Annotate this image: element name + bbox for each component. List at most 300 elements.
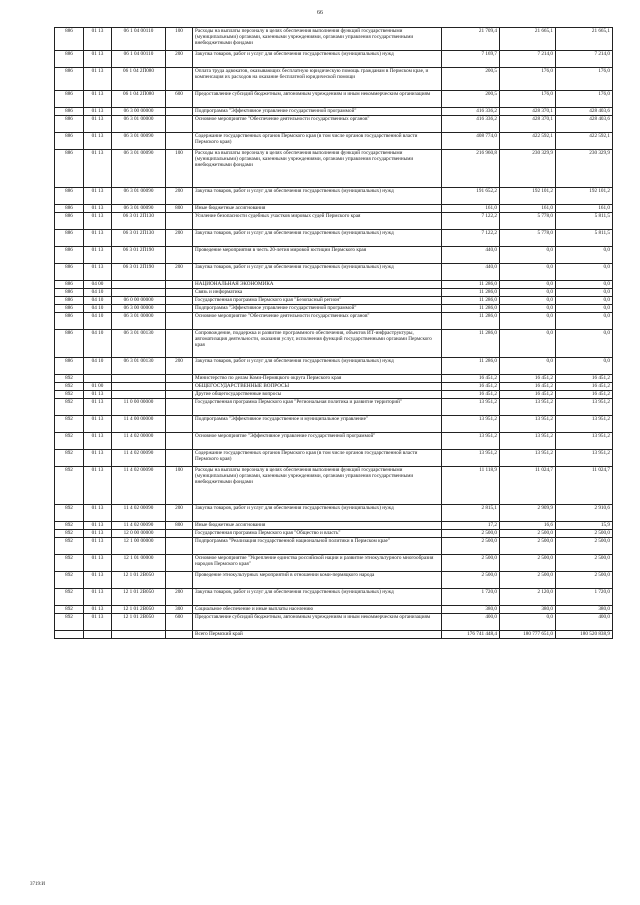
amount-year3-cell: 13 951,2 xyxy=(556,416,613,433)
expense-type-cell xyxy=(166,108,193,116)
amount-year2-cell: 192 101,2 xyxy=(500,188,556,205)
expense-type-cell: 200 xyxy=(166,51,193,68)
description-cell: Проведение этнокультурных мероприятий в отношении коми-пермяцкого народа xyxy=(193,572,442,589)
amount-year3-cell: 176,0 xyxy=(556,91,613,108)
description-cell: Усиление безопасности судебных участков мировых судей Пермского края xyxy=(193,213,442,230)
table-row xyxy=(55,450,613,467)
amount-year3-cell: 0,0 xyxy=(556,297,613,305)
section-cell: 01 13 xyxy=(84,51,112,68)
amount-year2-cell: 2 500,0 xyxy=(500,572,556,589)
amount-year2-cell: 0,0 xyxy=(500,313,556,330)
amount-year3-cell: 5 811,5 xyxy=(556,213,613,230)
section-cell: 01 13 xyxy=(84,391,112,399)
amount-year3-cell: 2 500,0 xyxy=(556,572,613,589)
section-cell: 01 00 xyxy=(84,383,112,391)
expense-type-cell: 200 xyxy=(166,188,193,205)
expense-type-cell: 600 xyxy=(166,614,193,631)
target-article-cell: 06 3 01 00090 xyxy=(112,205,166,213)
amount-year2-cell: 428 370,1 xyxy=(500,116,556,133)
amount-year1-cell: 11 118,9 xyxy=(442,467,500,505)
section-cell xyxy=(84,375,112,383)
section-cell: 01 13 xyxy=(84,416,112,433)
expense-type-cell: 600 xyxy=(166,91,193,108)
table-row xyxy=(55,116,613,133)
amount-year2-cell: 2 500,0 xyxy=(500,530,556,538)
expense-type-cell: 200 xyxy=(166,505,193,522)
expense-type-cell xyxy=(166,289,193,297)
section-cell: 01 13 xyxy=(84,467,112,505)
table-row xyxy=(55,375,613,383)
target-article-cell: 06 3 01 2П190 xyxy=(112,264,166,281)
target-article-cell: 06 3 01 00000 xyxy=(112,313,166,330)
amount-year1-cell: 11 286,0 xyxy=(442,330,500,358)
table-row xyxy=(55,530,613,538)
amount-year3-cell: 13 951,2 xyxy=(556,433,613,450)
section-cell: 01 13 xyxy=(84,572,112,589)
section-cell: 01 13 xyxy=(84,530,112,538)
section-cell: 01 13 xyxy=(84,68,112,91)
table-row xyxy=(55,383,613,391)
amount-year2-cell: 11 024,7 xyxy=(500,467,556,505)
admin-code-cell: 892 xyxy=(55,606,84,614)
admin-code-cell: 892 xyxy=(55,530,84,538)
description-cell: Министерство по делам Коми-Пермяцкого округа Пермского края xyxy=(193,375,442,383)
admin-code-cell: 892 xyxy=(55,433,84,450)
description-cell: Закупка товаров, работ и услуг для обеспечения государственных (муниципальных) нужд xyxy=(193,358,442,375)
amount-year3-cell: 2 500,0 xyxy=(556,538,613,555)
amount-year1-cell: 11 286,0 xyxy=(442,289,500,297)
amount-year2-cell: 16,6 xyxy=(500,522,556,530)
section-cell: 04 10 xyxy=(84,313,112,330)
target-article-cell: 11 4 00 00000 xyxy=(112,416,166,433)
amount-year1-cell: 380,0 xyxy=(442,606,500,614)
amount-year1-cell: 7 169,7 xyxy=(442,51,500,68)
description-cell: Основное мероприятие "Укрепление единства российской нации и развитие этнокультурного многообразия народов Пермского края" xyxy=(193,555,442,572)
amount-year2-cell: 180 777 651,0 xyxy=(500,631,556,639)
target-article-cell: 06 3 01 2П130 xyxy=(112,213,166,230)
target-article-cell xyxy=(112,289,166,297)
target-article-cell: 06 3 01 00130 xyxy=(112,330,166,358)
admin-code-cell: 892 xyxy=(55,391,84,399)
table-row xyxy=(55,391,613,399)
admin-code-cell: 886 xyxy=(55,51,84,68)
target-article-cell: 06 1 04 2П080 xyxy=(112,91,166,108)
table-row xyxy=(55,572,613,589)
amount-year2-cell: 0,0 xyxy=(500,281,556,289)
amount-year2-cell: 0,0 xyxy=(500,305,556,313)
amount-year3-cell: 180 520 838,9 xyxy=(556,631,613,639)
target-article-cell: 11 0 00 00000 xyxy=(112,399,166,416)
section-cell: 01 13 xyxy=(84,188,112,205)
amount-year3-cell: 7 214,0 xyxy=(556,51,613,68)
amount-year3-cell: 0,0 xyxy=(556,281,613,289)
amount-year2-cell: 0,0 xyxy=(500,297,556,305)
description-cell: Закупка товаров, работ и услуг для обеспечения государственных (муниципальных) нужд xyxy=(193,589,442,606)
table-body xyxy=(55,28,613,639)
description-cell: Государственная программа Пермского края "Безопасный регион" xyxy=(193,297,442,305)
table-row xyxy=(55,230,613,247)
amount-year2-cell: 16 451,2 xyxy=(500,391,556,399)
expense-type-cell xyxy=(166,305,193,313)
target-article-cell: 11 4 02 00090 xyxy=(112,522,166,530)
amount-year1-cell: 416 336,2 xyxy=(442,116,500,133)
section-cell: 01 13 xyxy=(84,150,112,188)
section-cell: 01 13 xyxy=(84,28,112,51)
section-cell: 01 13 xyxy=(84,505,112,522)
amount-year3-cell: 15,9 xyxy=(556,522,613,530)
section-cell: 01 13 xyxy=(84,399,112,416)
expense-type-cell xyxy=(166,433,193,450)
amount-year1-cell: 11 286,0 xyxy=(442,305,500,313)
admin-code-cell: 892 xyxy=(55,614,84,631)
amount-year2-cell: 176,0 xyxy=(500,91,556,108)
amount-year2-cell: 13 951,2 xyxy=(500,450,556,467)
amount-year3-cell: 16 451,2 xyxy=(556,391,613,399)
description-cell: ОБЩЕГОСУДАРСТВЕННЫЕ ВОПРОСЫ xyxy=(193,383,442,391)
section-cell: 01 13 xyxy=(84,247,112,264)
table-row xyxy=(55,589,613,606)
section-cell: 04 10 xyxy=(84,358,112,375)
table-row xyxy=(55,555,613,572)
description-cell: Расходы на выплаты персоналу в целях обеспечения выполнения функций государственными (муниципальными) органами, казенными учреждениями, органами управления государственными внебюджетными фондами xyxy=(193,150,442,188)
description-cell: Сопровождение, поддержка и развитие программного обеспечения, объектов ИТ-инфраструктуры, автоматизация деятельности, оказания услуг, исполнения функций государственными органами Пермского края xyxy=(193,330,442,358)
table-row xyxy=(55,28,613,51)
amount-year3-cell: 2 500,0 xyxy=(556,530,613,538)
target-article-cell: 12 1 01 2В050 xyxy=(112,589,166,606)
expense-type-cell: 800 xyxy=(166,205,193,213)
target-article-cell: 11 4 02 00000 xyxy=(112,433,166,450)
expense-type-cell: 200 xyxy=(166,230,193,247)
amount-year2-cell: 422 592,1 xyxy=(500,133,556,150)
expense-type-cell xyxy=(166,530,193,538)
admin-code-cell: 892 xyxy=(55,522,84,530)
amount-year1-cell: 2 500,0 xyxy=(442,538,500,555)
expense-type-cell xyxy=(166,375,193,383)
section-cell: 01 13 xyxy=(84,606,112,614)
amount-year1-cell: 176 741 448,4 xyxy=(442,631,500,639)
admin-code-cell: 886 xyxy=(55,28,84,51)
table-row xyxy=(55,614,613,631)
target-article-cell: 06 1 04 2П080 xyxy=(112,68,166,91)
amount-year2-cell: 5 778,0 xyxy=(500,230,556,247)
target-article-cell: 12 1 01 2В050 xyxy=(112,606,166,614)
expense-type-cell xyxy=(166,281,193,289)
amount-year1-cell: 13 951,2 xyxy=(442,433,500,450)
description-cell: Закупка товаров, работ и услуг для обеспечения государственных (муниципальных) нужд xyxy=(193,230,442,247)
target-article-cell: 06 3 00 00000 xyxy=(112,108,166,116)
section-cell: 04 10 xyxy=(84,289,112,297)
amount-year2-cell: 5 778,0 xyxy=(500,213,556,230)
section-cell: 01 13 xyxy=(84,133,112,150)
admin-code-cell: 886 xyxy=(55,297,84,305)
amount-year1-cell: 13 951,2 xyxy=(442,399,500,416)
amount-year1-cell: 440,0 xyxy=(442,264,500,281)
amount-year3-cell: 192 101,2 xyxy=(556,188,613,205)
target-article-cell: 06 1 04 00110 xyxy=(112,28,166,51)
admin-code-cell: 886 xyxy=(55,230,84,247)
section-cell: 01 13 xyxy=(84,589,112,606)
target-article-cell: 12 1 01 2В050 xyxy=(112,572,166,589)
amount-year3-cell: 11 024,7 xyxy=(556,467,613,505)
amount-year1-cell: 11 286,0 xyxy=(442,358,500,375)
target-article-cell: 12 1 01 00000 xyxy=(112,555,166,572)
amount-year3-cell: 400,0 xyxy=(556,614,613,631)
admin-code-cell: 886 xyxy=(55,305,84,313)
description-cell: Закупка товаров, работ и услуг для обеспечения государственных (муниципальных) нужд xyxy=(193,264,442,281)
amount-year1-cell: 408 774,0 xyxy=(442,133,500,150)
amount-year3-cell: 5 811,5 xyxy=(556,230,613,247)
amount-year1-cell: 400,0 xyxy=(442,614,500,631)
section-cell: 01 13 xyxy=(84,213,112,230)
table-row xyxy=(55,538,613,555)
admin-code-cell: 886 xyxy=(55,68,84,91)
target-article-cell: 06 3 01 00090 xyxy=(112,188,166,205)
table-row xyxy=(55,68,613,91)
amount-year1-cell: 21 709,4 xyxy=(442,28,500,51)
amount-year1-cell: 1 720,0 xyxy=(442,589,500,606)
table-row xyxy=(55,467,613,505)
admin-code-cell: 892 xyxy=(55,383,84,391)
amount-year2-cell: 2 500,0 xyxy=(500,538,556,555)
admin-code-cell: 892 xyxy=(55,450,84,467)
description-cell: Содержание государственных органов Пермского края (в том числе органов государственной власти Пермского края) xyxy=(193,450,442,467)
expense-type-cell xyxy=(166,383,193,391)
expense-type-cell xyxy=(166,399,193,416)
admin-code-cell: 892 xyxy=(55,399,84,416)
admin-code-cell: 886 xyxy=(55,264,84,281)
section-cell: 04 10 xyxy=(84,330,112,358)
admin-code-cell: 892 xyxy=(55,467,84,505)
amount-year3-cell: 0,0 xyxy=(556,289,613,297)
amount-year2-cell: 0,0 xyxy=(500,289,556,297)
section-cell: 01 13 xyxy=(84,91,112,108)
amount-year2-cell: 161,0 xyxy=(500,205,556,213)
table-row xyxy=(55,188,613,205)
description-cell: Подпрограмма "Эффективное управление государственной программой" xyxy=(193,305,442,313)
section-cell: 01 13 xyxy=(84,555,112,572)
admin-code-cell: 886 xyxy=(55,289,84,297)
target-article-cell: 06 3 01 00090 xyxy=(112,150,166,188)
amount-year2-cell: 0,0 xyxy=(500,358,556,375)
description-cell: Подпрограмма "Реализация государственной национальной политики в Пермском крае" xyxy=(193,538,442,555)
admin-code-cell xyxy=(55,631,84,639)
expense-type-cell: 100 xyxy=(166,150,193,188)
section-cell: 01 13 xyxy=(84,614,112,631)
amount-year2-cell: 176,0 xyxy=(500,68,556,91)
admin-code-cell: 886 xyxy=(55,116,84,133)
target-article-cell: 06 3 01 2П130 xyxy=(112,230,166,247)
admin-code-cell: 886 xyxy=(55,108,84,116)
amount-year3-cell: 422 592,1 xyxy=(556,133,613,150)
amount-year3-cell: 0,0 xyxy=(556,305,613,313)
expense-type-cell xyxy=(166,68,193,91)
footer-code: 3719:И xyxy=(30,882,45,887)
table-row xyxy=(55,522,613,530)
amount-year3-cell: 0,0 xyxy=(556,247,613,264)
expense-type-cell xyxy=(166,330,193,358)
amount-year1-cell: 2 815,1 xyxy=(442,505,500,522)
admin-code-cell: 892 xyxy=(55,589,84,606)
table-row xyxy=(55,205,613,213)
amount-year1-cell: 7 122,2 xyxy=(442,213,500,230)
table-row xyxy=(55,51,613,68)
expense-type-cell: 300 xyxy=(166,606,193,614)
budget-table xyxy=(54,27,613,639)
table-row xyxy=(55,358,613,375)
admin-code-cell: 886 xyxy=(55,313,84,330)
amount-year2-cell: 0,0 xyxy=(500,614,556,631)
admin-code-cell: 886 xyxy=(55,205,84,213)
admin-code-cell: 892 xyxy=(55,572,84,589)
section-cell: 01 13 xyxy=(84,522,112,530)
expense-type-cell xyxy=(166,213,193,230)
amount-year3-cell: 13 951,2 xyxy=(556,399,613,416)
description-cell: Закупка товаров, работ и услуг для обеспечения государственных (муниципальных) нужд xyxy=(193,51,442,68)
target-article-cell: 06 3 01 00000 xyxy=(112,116,166,133)
amount-year3-cell: 2 910,6 xyxy=(556,505,613,522)
amount-year2-cell: 2 120,0 xyxy=(500,589,556,606)
amount-year2-cell: 230 329,9 xyxy=(500,150,556,188)
expense-type-cell: 100 xyxy=(166,467,193,505)
expense-type-cell: 100 xyxy=(166,28,193,51)
description-cell: Всего Пермский край xyxy=(193,631,442,639)
table-row xyxy=(55,281,613,289)
section-cell: 01 13 xyxy=(84,230,112,247)
admin-code-cell: 886 xyxy=(55,150,84,188)
amount-year2-cell: 16 451,2 xyxy=(500,375,556,383)
target-article-cell xyxy=(112,375,166,383)
expense-type-cell xyxy=(166,313,193,330)
amount-year1-cell: 2 500,0 xyxy=(442,555,500,572)
description-cell: Социальное обеспечение и иные выплаты населению xyxy=(193,606,442,614)
amount-year3-cell: 0,0 xyxy=(556,330,613,358)
amount-year2-cell: 428 370,1 xyxy=(500,108,556,116)
expense-type-cell xyxy=(166,631,193,639)
page-number: 66 xyxy=(317,10,323,16)
amount-year1-cell: 440,0 xyxy=(442,247,500,264)
amount-year3-cell: 21 665,1 xyxy=(556,28,613,51)
table-row xyxy=(55,330,613,358)
description-cell: Другие общегосударственные вопросы xyxy=(193,391,442,399)
expense-type-cell: 800 xyxy=(166,522,193,530)
amount-year3-cell: 1 720,0 xyxy=(556,589,613,606)
table-row xyxy=(55,133,613,150)
target-article-cell xyxy=(112,281,166,289)
description-cell: Предоставление субсидий бюджетным, автономным учреждениям и иным некоммерческим организациям xyxy=(193,614,442,631)
amount-year3-cell: 161,0 xyxy=(556,205,613,213)
amount-year1-cell: 17,2 xyxy=(442,522,500,530)
amount-year2-cell: 0,0 xyxy=(500,247,556,264)
amount-year1-cell: 11 286,0 xyxy=(442,297,500,305)
amount-year3-cell: 0,0 xyxy=(556,264,613,281)
description-cell: Иные бюджетные ассигнования xyxy=(193,522,442,530)
description-cell: Предоставление субсидий бюджетным, автономным учреждениям и иным некоммерческим организациям xyxy=(193,91,442,108)
amount-year2-cell: 0,0 xyxy=(500,264,556,281)
description-cell: Содержание государственных органов Пермского края (в том числе органов государственной власти Пермского края) xyxy=(193,133,442,150)
target-article-cell: 11 4 02 00090 xyxy=(112,467,166,505)
target-article-cell: 12 0 00 00000 xyxy=(112,530,166,538)
expense-type-cell xyxy=(166,391,193,399)
amount-year1-cell: 7 122,2 xyxy=(442,230,500,247)
description-cell: Проведение мероприятия в честь 20-летия мировой юстиции Пермского края xyxy=(193,247,442,264)
amount-year3-cell: 428 403,6 xyxy=(556,116,613,133)
target-article-cell: 06 3 01 00090 xyxy=(112,133,166,150)
amount-year1-cell: 2 500,0 xyxy=(442,530,500,538)
expense-type-cell: 200 xyxy=(166,264,193,281)
admin-code-cell: 892 xyxy=(55,505,84,522)
admin-code-cell: 886 xyxy=(55,281,84,289)
description-cell: Государственная программа Пермского края "Общество и власть" xyxy=(193,530,442,538)
amount-year1-cell: 13 951,2 xyxy=(442,416,500,433)
expense-type-cell xyxy=(166,538,193,555)
description-cell: Подпрограмма "Эффективное государственное и муниципальное управление" xyxy=(193,416,442,433)
admin-code-cell: 886 xyxy=(55,358,84,375)
expense-type-cell xyxy=(166,416,193,433)
amount-year2-cell: 13 951,2 xyxy=(500,416,556,433)
target-article-cell: 12 1 00 00000 xyxy=(112,538,166,555)
amount-year3-cell: 428 403,6 xyxy=(556,108,613,116)
section-cell: 01 13 xyxy=(84,538,112,555)
target-article-cell: 06 3 01 00130 xyxy=(112,358,166,375)
table-row xyxy=(55,631,613,639)
admin-code-cell: 886 xyxy=(55,330,84,358)
admin-code-cell: 886 xyxy=(55,247,84,264)
amount-year2-cell: 380,0 xyxy=(500,606,556,614)
section-cell: 01 13 xyxy=(84,264,112,281)
description-cell: Закупка товаров, работ и услуг для обеспечения государственных (муниципальных) нужд xyxy=(193,505,442,522)
admin-code-cell: 892 xyxy=(55,416,84,433)
table-row xyxy=(55,606,613,614)
amount-year1-cell: 16 451,2 xyxy=(442,391,500,399)
target-article-cell: 06 0 00 00000 xyxy=(112,297,166,305)
table-row xyxy=(55,150,613,188)
admin-code-cell: 886 xyxy=(55,91,84,108)
amount-year1-cell: 11 286,0 xyxy=(442,281,500,289)
admin-code-cell: 892 xyxy=(55,375,84,383)
amount-year1-cell: 2 500,0 xyxy=(442,572,500,589)
admin-code-cell: 892 xyxy=(55,538,84,555)
amount-year2-cell: 2 909,9 xyxy=(500,505,556,522)
amount-year3-cell: 0,0 xyxy=(556,358,613,375)
target-article-cell: 06 1 04 00110 xyxy=(112,51,166,68)
expense-type-cell xyxy=(166,247,193,264)
amount-year3-cell: 16 451,2 xyxy=(556,383,613,391)
section-cell: 01 13 xyxy=(84,433,112,450)
amount-year1-cell: 216 960,8 xyxy=(442,150,500,188)
expense-type-cell xyxy=(166,116,193,133)
section-cell: 01 13 xyxy=(84,205,112,213)
amount-year3-cell: 2 500,0 xyxy=(556,555,613,572)
target-article-cell: 11 4 02 00090 xyxy=(112,505,166,522)
target-article-cell: 06 3 00 00000 xyxy=(112,305,166,313)
target-article-cell: 12 1 01 2В050 xyxy=(112,614,166,631)
amount-year1-cell: 13 951,2 xyxy=(442,450,500,467)
amount-year2-cell: 16 451,2 xyxy=(500,383,556,391)
section-cell: 01 13 xyxy=(84,108,112,116)
section-cell: 04 10 xyxy=(84,297,112,305)
amount-year1-cell: 161,0 xyxy=(442,205,500,213)
amount-year1-cell: 16 451,2 xyxy=(442,383,500,391)
table-row xyxy=(55,399,613,416)
admin-code-cell: 886 xyxy=(55,133,84,150)
table-row xyxy=(55,313,613,330)
table-row xyxy=(55,91,613,108)
amount-year1-cell: 200,5 xyxy=(442,68,500,91)
amount-year1-cell: 16 451,2 xyxy=(442,375,500,383)
expense-type-cell xyxy=(166,572,193,589)
table-row xyxy=(55,213,613,230)
amount-year3-cell: 230 329,9 xyxy=(556,150,613,188)
